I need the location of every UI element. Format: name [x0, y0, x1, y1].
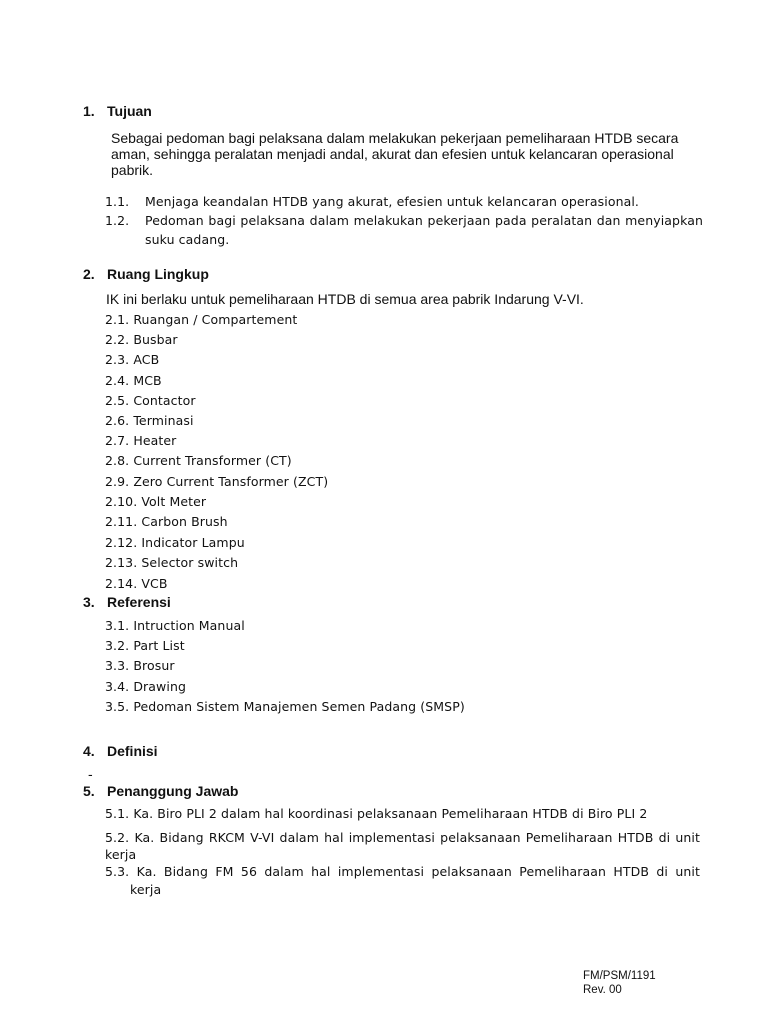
section-number: 4. — [83, 743, 95, 759]
doc-code: FM/PSM/1191 — [583, 970, 656, 982]
section-title: Definisi — [107, 743, 158, 759]
list-item: 2.3. ACB — [105, 352, 160, 367]
section-title: Ruang Lingkup — [107, 266, 209, 282]
section-2-paragraph: IK ini berlaku untuk pemeliharaan HTDB di semua area pabrik Indarung V-VI. — [106, 291, 584, 307]
list-item: 2.8. Current Transformer (CT) — [105, 453, 292, 468]
section-1-paragraph: Sebagai pedoman bagi pelaksana dalam melakukan pekerjaan pemeliharaan HTDB secara aman, sehingga peralatan menjadi andal, akurat dan efesien untuk kelancaran operasional pabrik. — [111, 130, 679, 178]
list-item: 3.3. Brosur — [105, 658, 175, 673]
section-number: 2. — [83, 266, 95, 282]
section-title: Tujuan — [107, 103, 152, 119]
section-1-heading — [83, 103, 152, 119]
list-item: 3.4. Drawing — [105, 679, 187, 694]
list-item: 2.12. Indicator Lampu — [105, 535, 245, 550]
list-item: 2.6. Terminasi — [105, 413, 194, 428]
footer — [583, 969, 656, 997]
list-item: 3.2. Part List — [105, 638, 185, 653]
section-4-heading — [83, 743, 158, 759]
section-number: 5. — [83, 783, 95, 799]
list-item — [105, 213, 705, 228]
list-item: 5.3. Ka. Bidang FM 56 dalam hal implementasi pelaksanaan Pemeliharaan HTDB di unit — [105, 864, 700, 879]
list-item: 2.1. Ruangan / Compartement — [105, 312, 298, 327]
section-number: 3. — [83, 594, 95, 610]
list-item: 2.9. Zero Current Tansformer (ZCT) — [105, 474, 329, 489]
section-number: 1. — [83, 103, 95, 119]
list-item: 3.5. Pedoman Sistem Manajemen Semen Padang (SMSP) — [105, 699, 465, 714]
list-item-continuation: kerja — [105, 847, 137, 862]
list-item — [105, 194, 705, 209]
list-item: 3.1. Intruction Manual — [105, 618, 245, 633]
section-title: Referensi — [107, 594, 171, 610]
list-item-number: 1.1. — [105, 194, 130, 209]
list-item-continuation: suku cadang. — [145, 232, 230, 247]
section-title: Penanggung Jawab — [107, 783, 239, 799]
list-item: 2.5. Contactor — [105, 393, 196, 408]
section-3-heading — [83, 594, 171, 610]
list-item-continuation: kerja — [130, 882, 162, 897]
revision: Rev. 00 — [583, 984, 622, 996]
list-item: 2.2. Busbar — [105, 332, 178, 347]
list-item: 5.1. Ka. Biro PLI 2 dalam hal koordinasi pelaksanaan Pemeliharaan HTDB di Biro PLI 2 — [105, 806, 648, 821]
list-item-number: 1.2. — [105, 213, 130, 228]
list-item-text: Menjaga keandalan HTDB yang akurat, efesien untuk kelancaran operasional. — [145, 194, 639, 209]
section-2-heading — [83, 266, 209, 282]
list-item-text: Pedoman bagi pelaksana dalam melakukan pekerjaan pada peralatan dan menyiapkan — [145, 213, 703, 228]
list-item: 5.2. Ka. Bidang RKCM V-VI dalam hal implementasi pelaksanaan Pemeliharaan HTDB di unit — [105, 830, 700, 845]
list-item: 2.10. Volt Meter — [105, 494, 207, 509]
section-5-heading — [83, 783, 238, 799]
section-4-content: - — [88, 766, 93, 782]
list-item: 2.11. Carbon Brush — [105, 514, 228, 529]
list-item: 2.13. Selector switch — [105, 555, 239, 570]
list-item: 2.14. VCB — [105, 576, 168, 591]
list-item: 2.7. Heater — [105, 433, 177, 448]
list-item: 2.4. MCB — [105, 373, 162, 388]
